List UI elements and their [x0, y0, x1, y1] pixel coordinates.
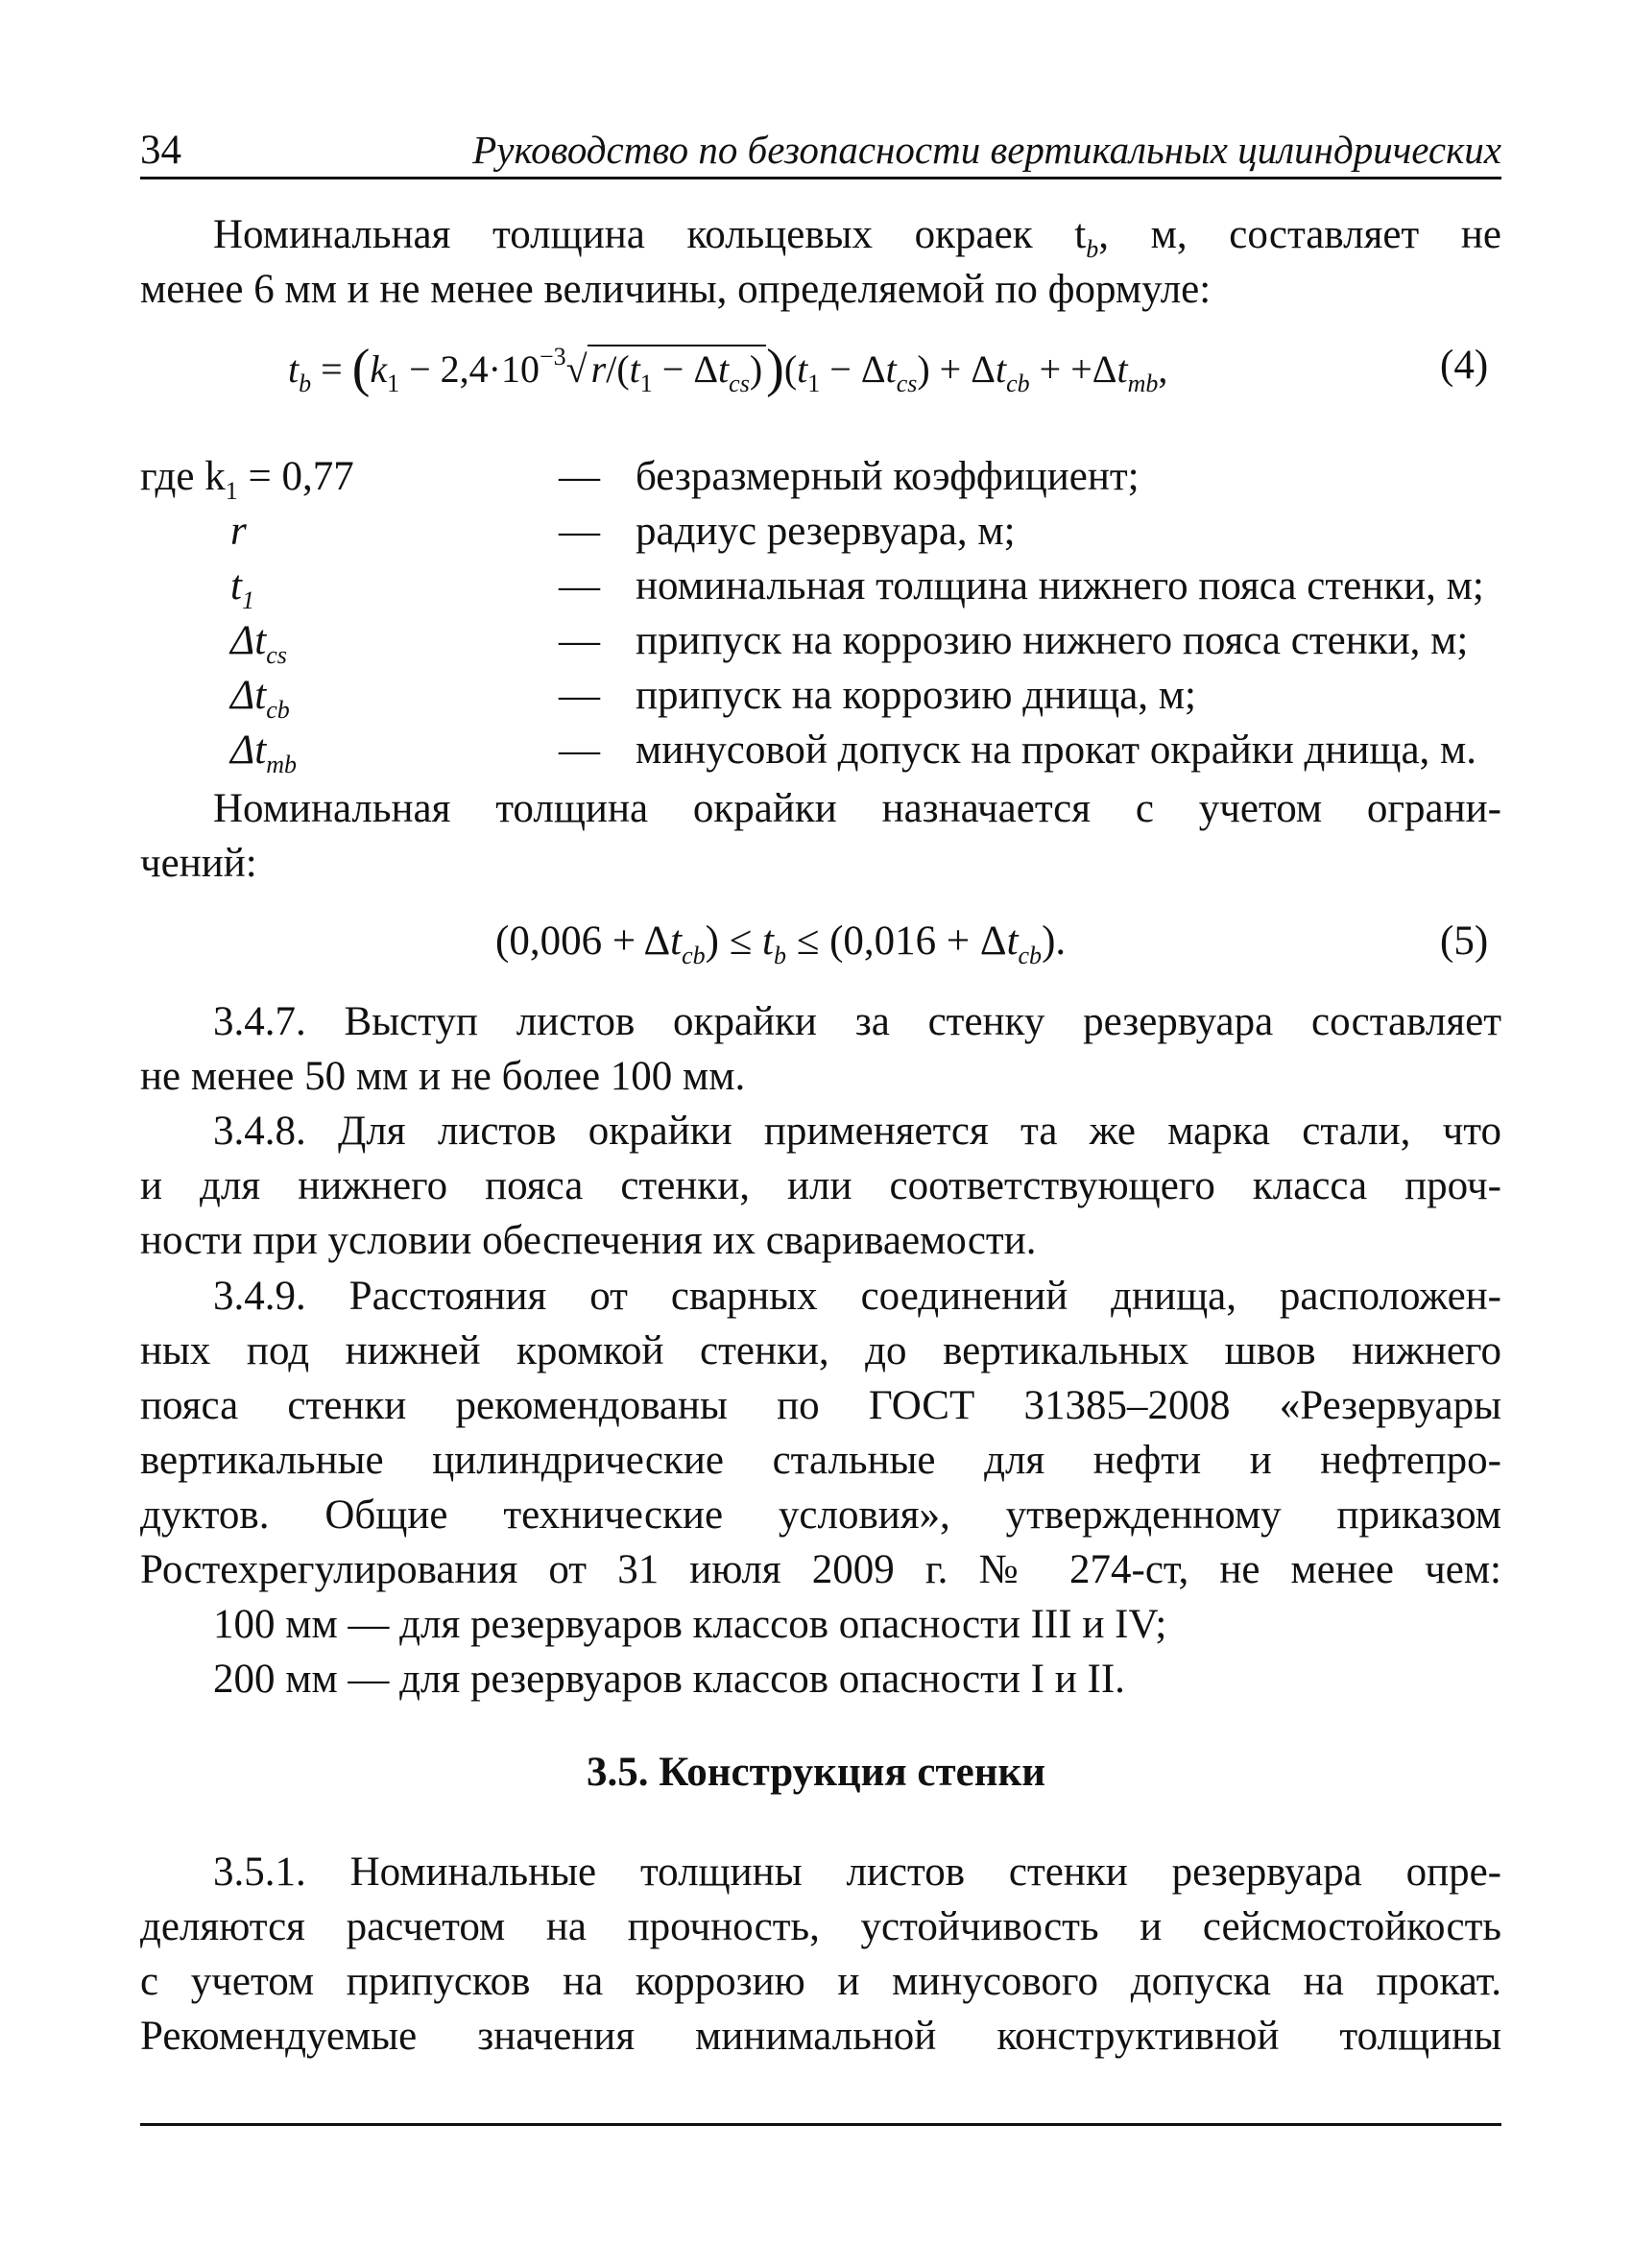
definition-row: $\Delta t_{cs}$ — припуск на коррозию нижнего пояса стенки, м; — [230, 618, 1469, 669]
paragraph-3-4-8: 3.4.8. Для листов окрайки применяется та же марка стали, что и для нижнего пояса стенки, или соответствующего класса проч- ности при условии обеспечения их свариваемости. — [140, 1109, 1501, 1263]
formula-5-number: (5) — [1440, 919, 1489, 964]
page-header — [140, 123, 1501, 179]
definition-row: $\Delta t_{cb}$ — припуск на коррозию днища, м; — [230, 673, 1196, 724]
formula-5: $(0,006 + \Delta t_{cb}) \le t_b \le (0,016 + \Delta t_{cb})$. — [495, 919, 1067, 969]
intro-line-1: Номинальная толщина кольцевых окраек $t_b$, м, составляет не — [213, 212, 1501, 263]
formula-4: $t_b = (k_1 - 2,4\cdot 10^{-3}√$ $r/(t_1 - \Delta t_{cs}))(t_1 - \Delta t_{cs}) + \Delta t_{cb} + +\Delta t_{mb}$, — [288, 339, 1168, 398]
definitions-list — [140, 449, 1513, 777]
intro-line-2: менее 6 мм и не менее величины, определяемой по формуле: — [140, 267, 1212, 312]
footer-rule — [140, 2123, 1501, 2126]
paragraph-3-5-1: 3.5.1. Номинальные толщины листов стенки резервуара опре- деляются расчетом на прочность, устойчивость и сейсмостойкость с учетом припусков на коррозию и минусового допуска на прокат. Рекомендуемые значения минимальной конструктивной толщины — [140, 1850, 1501, 2059]
page-number: 34 — [140, 128, 181, 173]
intro-paragraph — [140, 207, 1501, 317]
paragraph-3-4-9: 3.4.9. Расстояния от сварных соединений днища, расположен- ных под нижней кромкой стенки, до вертикальных швов нижнего пояса стенки рекомендованы по ГОСТ 31385–2008 «Резервуары вертикальные цилиндрические стальные для нефти и нефтепро- дуктов. Общие технические условия», утвержденному приказом Ростехрегулирования от 31 июля 2009 г. № 274-ст, не менее чем: 100 мм — для резервуаров классов опасности III и IV; 200 мм — для резервуаров классов опасности I и II. — [140, 1274, 1501, 1702]
paragraph-3-4-7: 3.4.7. Выступ листов окрайки за стенку резервуара составляет не менее 50 мм и не более 100 мм. — [140, 999, 1501, 1099]
limit-paragraph: Номинальная толщина окрайки назначается с учетом ограни- чений: — [140, 786, 1501, 886]
definition-row: где $k_1 = 0,77$ — безразмерный коэффициент; — [140, 454, 1140, 505]
running-title: Руководство по безопасности вертикальных цилиндрических — [472, 128, 1501, 172]
definition-row: r — радиус резервуара, м; — [230, 509, 1016, 554]
definition-row: $t_1$ — номинальная толщина нижнего пояса стенки, м; — [230, 563, 1484, 614]
formula-4-number: (4) — [1440, 343, 1489, 388]
definition-row: $\Delta t_{mb}$ — минусовой допуск на прокат окрайки днища, м. — [230, 728, 1477, 778]
section-heading: 3.5. Конструкция стенки — [586, 1750, 1046, 1795]
